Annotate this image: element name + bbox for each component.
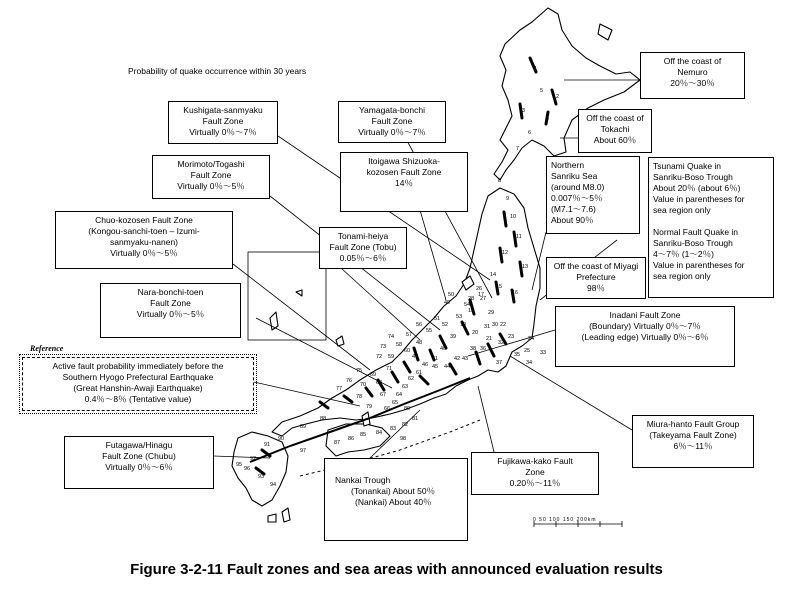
fault-number-label: 17: [478, 292, 485, 298]
nemuro-box: Off the coast of Nemuro 20％～30％: [640, 52, 745, 99]
iki-island: [296, 290, 302, 296]
fault-number-label: 60: [404, 348, 411, 354]
fault-number-label: 79: [366, 404, 373, 410]
tonami-fault-box: Tonami-heiya Fault Zone (Tobu) 0.05％～6％: [319, 227, 407, 269]
fault-number-label: 94: [270, 482, 277, 488]
hyogo-reference-box: Active fault probability immediately before the Southern Hyogo Prefectural Earthquake (Great Hanshin-Awaji Earthquake) 0.4％～8％ (Tentative value): [22, 357, 254, 411]
fault-number-label: 27: [480, 296, 487, 302]
fault-number-label: 47: [412, 354, 419, 360]
fault-number-label: 8: [498, 178, 502, 184]
fault-number-label: 75: [356, 368, 363, 374]
fault-number-label: 1: [534, 66, 538, 72]
nankai-trough-box: Nankai Trough (Tonankai) About 50％ (Nankai) About 40％: [324, 458, 468, 541]
fault-number-label: 32: [498, 340, 505, 346]
tanegashima-island: [282, 508, 290, 522]
fault-number-label: 19: [460, 322, 467, 328]
fault-number-label: 4: [546, 116, 550, 122]
fault-number-label: 12: [502, 250, 509, 256]
fault-number-label: 48: [416, 340, 423, 346]
fault-number-label: 7: [516, 146, 520, 152]
fault-number-label: 64: [396, 392, 403, 398]
fault-number-label: 39: [450, 334, 457, 340]
fault-number-label: 2: [556, 94, 560, 100]
fault-number-label: 49: [444, 300, 451, 306]
fault-number-label: 21: [486, 336, 493, 342]
fault-number-label: 18: [468, 308, 475, 314]
fault-number-label: 72: [376, 354, 383, 360]
futagawa-fault-box: Futagawa/Hinagu Fault Zone (Chubu) Virtually 0％～6％: [64, 436, 214, 489]
fault-number-label: 63: [402, 384, 409, 390]
fault-number-label: 59: [388, 354, 395, 360]
sanriku-box: Northern Sanriku Sea (around M8.0) 0.007％～5％ (M7.1～7.6) About 90％: [546, 156, 640, 234]
yakushima-island: [268, 514, 276, 522]
fault-number-label: 86: [348, 436, 355, 442]
fault-number-label: 11: [516, 234, 522, 240]
fault-number-label: 13: [522, 264, 529, 270]
fault-number-label: 3: [522, 108, 526, 114]
fault-number-label: 74: [388, 334, 395, 340]
fault-number-label: 28: [468, 296, 475, 302]
fault-number-label: 53: [456, 314, 463, 320]
fault-number-label: 58: [396, 342, 403, 348]
nara-fault-box: Nara-bonchi-toen Fault Zone Virtually 0％～5％: [100, 283, 241, 338]
fault-number-label: 23: [508, 334, 515, 340]
fault-number-label: 81: [412, 416, 419, 422]
fault-number-label: 56: [416, 322, 423, 328]
fault-number-label: 62: [408, 376, 415, 382]
fault-number-label: 14: [490, 272, 497, 278]
fujikawa-fault-box: Fujikawa-kako Fault Zone 0.20％～11％: [471, 452, 599, 495]
fault-number-label: 93: [258, 474, 265, 480]
fault-number-label: 40: [440, 346, 447, 352]
fault-number-label: 36: [480, 346, 487, 352]
fault-number-label: 76: [346, 378, 353, 384]
fault-number-label: 68: [376, 380, 383, 386]
chuo-kozosen-fault-box: Chuo-kozosen Fault Zone (Kongou-sanchi-toen – Izumi- sanmyaku-nanen) Virtually 0％～5％: [55, 211, 233, 269]
fault-number-label: 45: [432, 364, 439, 370]
itoigawa-fault-box: Itoigawa Shizuoka- kozosen Fault Zone 14％: [340, 152, 468, 212]
fault-number-label: 26: [476, 286, 483, 292]
fault-number-label: 96: [244, 466, 251, 472]
fault-number-label: 24: [528, 336, 535, 342]
hokkaido-island: [494, 8, 640, 180]
fault-number-label: 69: [370, 372, 377, 378]
fault-number-label: 51: [434, 316, 441, 322]
fault-number-label: 67: [380, 392, 387, 398]
fault-number-label: 90: [278, 436, 285, 442]
fault-number-label: 16: [512, 290, 519, 296]
fault-number-label: 77: [336, 386, 343, 392]
fault-number-label: 91: [264, 442, 271, 448]
yamagata-fault-box: Yamagata-bonchi Fault Zone Virtually 0％～7％: [338, 101, 446, 143]
fault-number-label: 30: [492, 322, 499, 328]
honshu-island: [272, 188, 540, 436]
tsunami-quake-box: Tsunami Quake in Sanriku-Boso Trough About 20％ (about 6％) Value in parentheses for sea region only Normal Fault Quake in Sanriku-Boso Trough 4～7％ (1～2％) Value in parentheses for sea region only: [648, 157, 774, 298]
fault-number-label: 98: [400, 436, 407, 442]
fault-number-label: 61: [416, 370, 423, 376]
northern-islands: [598, 24, 612, 40]
kyushu-island: [232, 432, 288, 506]
fault-number-label: 71: [386, 366, 393, 372]
fault-number-label: 20: [472, 330, 479, 336]
fault-number-label: 35: [514, 352, 521, 358]
fault-number-label: 52: [442, 322, 449, 328]
fault-number-label: 10: [510, 214, 517, 220]
fault-number-label: 70: [360, 382, 367, 388]
fault-number-label: 25: [524, 348, 531, 354]
inadani-fault-box: Inadani Fault Zone (Boundary) Virtually 0％～7％ (Leading edge) Virtually 0％～6％: [555, 306, 735, 367]
fault-number-label: 66: [384, 406, 391, 412]
kushigata-fault-box: Kushigata-sanmyaku Fault Zone Virtually 0％～7％: [168, 101, 278, 144]
fault-number-label: 97: [300, 448, 307, 454]
fault-number-label: 82: [402, 422, 409, 428]
fault-number-label: 37: [496, 360, 503, 366]
fault-number-label: 9: [506, 196, 510, 202]
fault-number-label: 92: [250, 456, 257, 462]
fault-number-label: 95: [236, 462, 243, 468]
fault-number-label: 22: [500, 322, 507, 328]
fault-number-label: 57: [406, 332, 413, 338]
fault-number-label: 42: [454, 356, 461, 362]
fault-number-label: 46: [422, 362, 429, 368]
fault-number-label: 87: [334, 440, 341, 446]
fault-number-label: 83: [390, 426, 397, 432]
tokachi-box: Off the coast of Tokachi About 60％: [578, 109, 652, 153]
fault-number-label: 80: [404, 406, 411, 412]
fault-number-label: 33: [540, 350, 547, 356]
reference-label: Reference: [30, 344, 64, 353]
scale-label: 0 50 100 150 200km: [533, 517, 597, 523]
miyagi-box: Off the coast of Miyagi Prefecture 98％: [546, 257, 646, 299]
fault-number-label: 84: [376, 430, 383, 436]
fault-number-label: 5: [540, 88, 544, 94]
fault-number-label: 31: [484, 324, 491, 330]
fault-number-label: 38: [470, 346, 477, 352]
figure-title: Figure 3-2-11 Fault zones and sea areas with announced evaluation results: [130, 561, 663, 578]
fault-number-label: 88: [320, 416, 327, 422]
fault-number-label: 55: [426, 328, 433, 334]
fault-number-label: 54: [464, 302, 471, 308]
morimoto-fault-box: Morimoto/Togashi Fault Zone Virtually 0％～5％: [152, 155, 270, 199]
fault-number-label: 41: [432, 356, 439, 362]
fault-number-label: 6: [528, 130, 532, 136]
fault-number-label: 73: [380, 344, 387, 350]
fault-number-label: 44: [444, 364, 451, 370]
fault-number-label: 50: [448, 292, 455, 298]
fault-number-label: 85: [360, 432, 367, 438]
miura-fault-box: Miura-hanto Fault Group (Takeyama Fault Zone) 6％～11％: [632, 415, 754, 468]
map-caption: Probability of quake occurrence within 30 years: [128, 66, 307, 76]
fault-number-label: 89: [300, 424, 307, 430]
fault-number-label: 34: [526, 360, 533, 366]
fault-number-label: 29: [488, 310, 495, 316]
fault-number-label: 43: [462, 356, 469, 362]
fault-number-label: 65: [392, 400, 399, 406]
fault-number-label: 15: [496, 284, 503, 290]
fault-number-label: 78: [356, 394, 363, 400]
